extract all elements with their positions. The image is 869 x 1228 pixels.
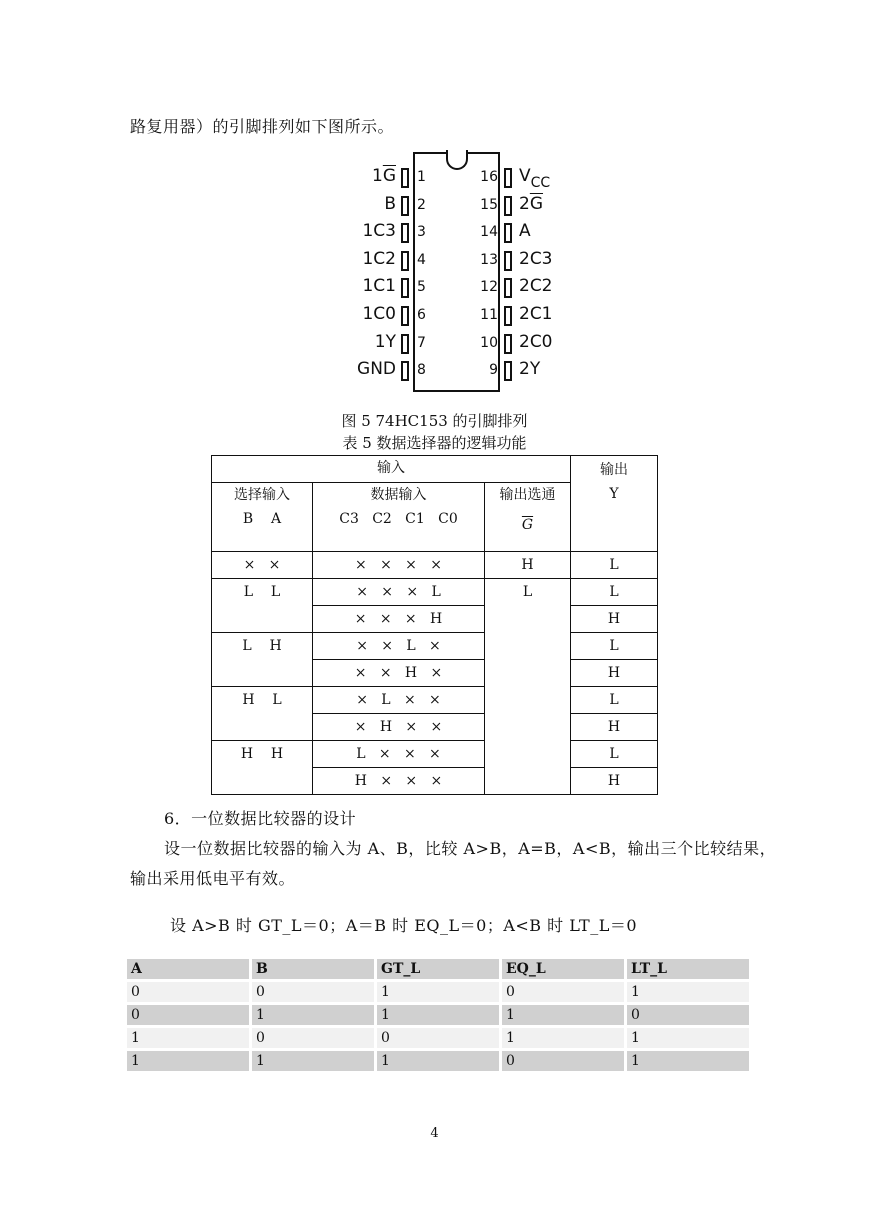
chip-pin-right — [504, 334, 512, 354]
pin-label: $1\overline{G}$ — [371, 166, 396, 186]
chip-pin-left — [401, 361, 409, 381]
pin-label: GND — [357, 359, 396, 380]
comparator-table — [124, 956, 752, 1074]
group4-row1-output: L — [571, 741, 658, 768]
pin-label: 1C0 — [362, 304, 396, 324]
pin-label: 2Y — [519, 359, 541, 380]
group2-select: L H — [212, 633, 313, 687]
group4-row1-data: L × × × — [313, 741, 485, 768]
cell: 1 — [377, 1051, 499, 1071]
cell: 1 — [627, 1051, 749, 1071]
section-heading: 6．一位数据比较器的设计 — [164, 809, 357, 828]
chip-pin-left — [401, 168, 409, 188]
chip-pin-right — [504, 306, 512, 326]
pin-number: 6 — [417, 307, 426, 323]
header-select-sub: B A — [242, 511, 282, 527]
header-data-sub: C3 C2 C1 C0 — [339, 511, 458, 527]
paragraph-line-1: 设一位数据比较器的输入为 A、B，比较 A>B，A=B，A<B，输出三个比较结果， — [164, 839, 777, 858]
col-header-a: A — [127, 959, 249, 979]
row0-data: × × × × — [313, 552, 485, 579]
group4-row2-output: H — [571, 768, 658, 795]
pin-label: 2C3 — [519, 248, 553, 269]
pin-number: 15 — [480, 196, 498, 213]
group2-row1-data: × × L × — [313, 633, 485, 660]
pin-label: 2C1 — [519, 304, 553, 324]
chip-pin-left — [401, 278, 409, 298]
group1-row1-output: L — [571, 579, 658, 606]
group3-row2-output: H — [571, 714, 658, 741]
header-input: 输入 — [212, 456, 571, 483]
table-row — [127, 1028, 749, 1048]
cell: 1 — [127, 1028, 249, 1048]
group2-row2-data: × × H × — [313, 660, 485, 687]
group3-row2-data: × H × × — [313, 714, 485, 741]
group1-row2-output: H — [571, 606, 658, 633]
pin-label: 1C1 — [362, 276, 396, 297]
pin-number: 11 — [480, 307, 498, 323]
chip-pin-right — [504, 223, 512, 243]
header-output-label: 输出 — [600, 462, 628, 478]
group2-row1-output: L — [571, 633, 658, 660]
pin-label: 2C0 — [519, 331, 553, 352]
intro-text: 路复用器）的引脚排列如下图所示。 — [130, 117, 395, 136]
figure-caption: 图 5 74HC153 的引脚排列 — [341, 412, 528, 430]
chip-pin-left — [401, 306, 409, 326]
pin-number: 4 — [417, 251, 426, 268]
col-header-b: B — [252, 959, 374, 979]
cell: 0 — [127, 1005, 249, 1025]
cell: 0 — [502, 1051, 624, 1071]
cell: 0 — [627, 1005, 749, 1025]
header-select — [212, 483, 313, 552]
group1-select: L L — [212, 579, 313, 633]
group2-row2-output: H — [571, 660, 658, 687]
paragraph-condition: 设 A>B 时 GT_L＝0；A＝B 时 EQ_L＝0；A<B 时 LT_L＝0 — [170, 916, 638, 935]
group4-row2-data: H × × × — [313, 768, 485, 795]
cell: 1 — [252, 1005, 374, 1025]
pin-number: 10 — [480, 334, 498, 351]
cell: 1 — [502, 1005, 624, 1025]
group1-row1-data: × × × L — [313, 579, 485, 606]
cell: 1 — [252, 1051, 374, 1071]
pin-label: $V_{CC}$ — [519, 166, 551, 191]
chip-pin-left — [401, 196, 409, 216]
pin-number: 7 — [417, 334, 426, 351]
pin-number: 16 — [480, 169, 498, 185]
header-strobe-label: 输出选通 — [499, 487, 556, 503]
cell: 0 — [127, 982, 249, 1002]
row0-select: × × — [212, 552, 313, 579]
table-row — [127, 1005, 749, 1025]
group3-row1-output: L — [571, 687, 658, 714]
group3-row1-data: × L × × — [313, 687, 485, 714]
table-row — [127, 1051, 749, 1071]
cell: 0 — [252, 1028, 374, 1048]
pin-number: 12 — [480, 279, 498, 296]
cell: 1 — [627, 982, 749, 1002]
header-output-y: Y — [609, 486, 619, 502]
table-row — [127, 982, 749, 1002]
pin-label: 1C2 — [362, 248, 396, 269]
chip-pin-right — [504, 251, 512, 271]
chip-pin-left — [401, 251, 409, 271]
chip-pin-right — [504, 361, 512, 381]
pin-label: 2C2 — [519, 276, 553, 297]
cell: 1 — [627, 1028, 749, 1048]
header-strobe-symbol: $\overline{G}$ — [521, 517, 534, 533]
group3-select: H L — [212, 687, 313, 741]
header-output — [571, 456, 658, 552]
pin-label: $2\overline{G}$ — [519, 193, 544, 214]
pin-label: B — [384, 193, 396, 214]
pin-number: 14 — [480, 224, 498, 241]
cell: 0 — [377, 1028, 499, 1048]
header-data-label: 数据输入 — [370, 487, 427, 503]
table-caption: 表 5 数据选择器的逻辑功能 — [342, 434, 527, 452]
pin-number: 5 — [417, 279, 426, 296]
row0-output: L — [571, 552, 658, 579]
pin-number: 13 — [480, 251, 498, 268]
header-strobe — [485, 483, 571, 552]
paragraph-line-2: 输出采用低电平有效。 — [130, 869, 296, 888]
chip-body — [413, 152, 500, 392]
header-data — [313, 483, 485, 552]
header-select-label: 选择输入 — [234, 487, 290, 503]
cell: 0 — [252, 982, 374, 1002]
chip-pin-left — [401, 223, 409, 243]
page-number: 4 — [430, 1126, 439, 1141]
pin-number: 1 — [417, 169, 426, 185]
cell: 1 — [127, 1051, 249, 1071]
cell: 1 — [377, 1005, 499, 1025]
logic-table — [211, 455, 658, 795]
col-header-lt: LT_L — [627, 959, 749, 979]
group1-row2-data: × × × H — [313, 606, 485, 633]
chip-pin-right — [504, 278, 512, 298]
row0-strobe: H — [485, 552, 571, 579]
pin-label: 1C3 — [362, 221, 396, 242]
chip-pin-right — [504, 196, 512, 216]
chip-pin-right — [504, 168, 512, 188]
pin-number: 3 — [417, 224, 426, 241]
cell: 1 — [377, 982, 499, 1002]
chip-pin-left — [401, 334, 409, 354]
pin-number: 9 — [489, 362, 498, 379]
strobe-low: L — [485, 579, 571, 795]
group4-select: H H — [212, 741, 313, 795]
pin-number: 2 — [417, 196, 426, 213]
cell: 0 — [502, 982, 624, 1002]
pin-label: 1Y — [374, 331, 396, 352]
pin-number: 8 — [417, 362, 426, 379]
cell: 1 — [502, 1028, 624, 1048]
pin-label: A — [519, 221, 531, 242]
col-header-gt: GT_L — [377, 959, 499, 979]
col-header-eq: EQ_L — [502, 959, 624, 979]
